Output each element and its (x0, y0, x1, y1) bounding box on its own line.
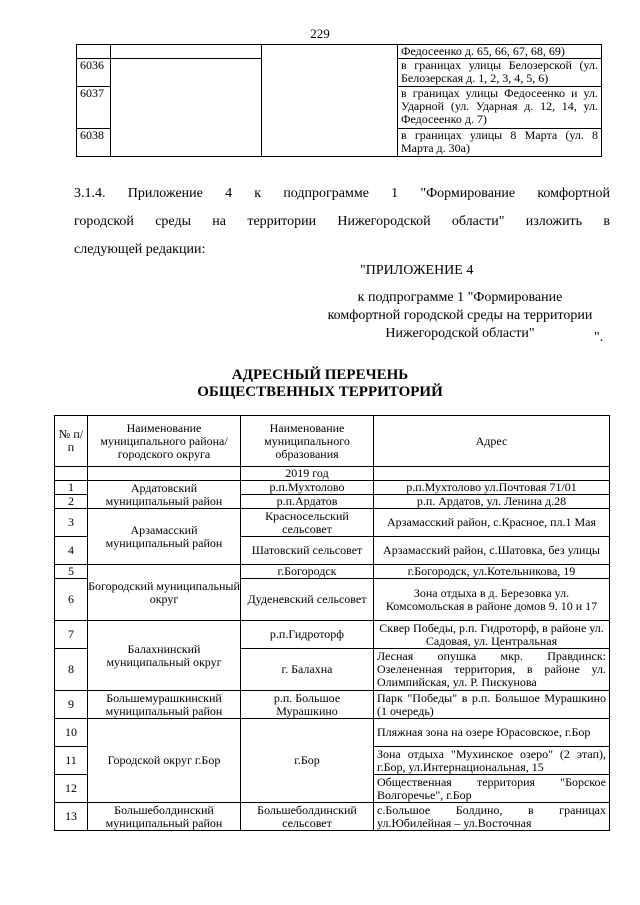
address-cell: Пляжная зона на озере Юрасовское, г.Бор (374, 719, 610, 747)
entity-cell: р.п.Мухтолово (241, 481, 374, 495)
address-cell: Зона отдыха в д. Березовка ул. Комсомольская в районе домов 9. 10 и 17 (374, 579, 610, 621)
row-number: 11 (55, 747, 88, 775)
appendix-title: "ПРИЛОЖЕНИЕ 4 (360, 263, 474, 278)
district-cell: Богородский муниципальный округ (88, 565, 241, 621)
list-heading: ОБЩЕСТВЕННЫХ ТЕРРИТОРИЙ (197, 384, 443, 400)
district-cell: Балахнинский муниципальный округ (88, 621, 241, 691)
table-cell (88, 467, 241, 481)
row-number: 6 (55, 579, 88, 621)
table-cell (262, 45, 398, 157)
address-cell: с.Большое Болдино, в границах ул.Юбилейная – ул.Восточная (374, 803, 610, 831)
table-cell (111, 45, 262, 59)
row-number: 13 (55, 803, 88, 831)
row-number: 10 (55, 719, 88, 747)
entity-cell: г. Балахна (241, 649, 374, 691)
address-cell: Общественная территория "Борское Волгоречье", г.Бор (374, 775, 610, 803)
header-cell: Адрес (374, 416, 610, 467)
entity-cell: Дуденевский сельсовет (241, 579, 374, 621)
entity-cell: р.п. Большое Мурашкино (241, 691, 374, 719)
address-cell: Зона отдыха "Мухинское озеро" (2 этап), г.Бор, ул.Интернациональная, 15 (374, 747, 610, 775)
year-row (55, 467, 610, 481)
row-number: 2 (55, 495, 88, 509)
table-header-row (55, 416, 610, 467)
row-number: 3 (55, 509, 88, 537)
district-cell: Ардатовский муниципальный район (88, 481, 241, 509)
table-cell (111, 59, 262, 157)
table-cell (374, 467, 610, 481)
table-cell: в границах улицы Белозерской (ул. Белозерская д. 1, 2, 3, 4, 5, 6) (398, 59, 602, 87)
district-cell: Большемурашкинский муниципальный район (88, 691, 241, 719)
row-number: 9 (55, 691, 88, 719)
table-cell: в границах улицы Федосеенко и ул. Ударной (ул. Ударная д. 12, 14, ул. Федосеенко д. 7) (398, 87, 602, 129)
address-cell: Сквер Победы, р.п. Гидроторф, в районе ул. Садовая, ул. Центральная (374, 621, 610, 649)
table-row (55, 481, 610, 495)
address-cell: Парк "Победы" в р.п. Большое Мурашкино (1 очередь) (374, 691, 610, 719)
paragraph-line: следующей редакции: (74, 242, 206, 257)
entity-cell: Шатовский сельсовет (241, 537, 374, 565)
paragraph-line: 3.1.4. Приложение 4 к подпрограмме 1 "Формирование комфортной (74, 186, 610, 201)
header-cell: Наименование муниципального района/ городского округа (88, 416, 241, 467)
appendix-subtitle: к подпрограмме 1 "Формирование комфортной городской среды на территории Нижегородской области" (327, 290, 593, 341)
table-cell: Федосеенко д. 65, 66, 67, 68, 69) (398, 45, 602, 59)
table-row (55, 621, 610, 649)
table-cell: 6036 (77, 59, 111, 87)
continued-table (76, 44, 602, 157)
closing-quote: ". (594, 330, 604, 345)
address-cell: Арзамасский район, с.Шатовка, без улицы (374, 537, 610, 565)
address-cell: Арзамасский район, с.Красное, пл.1 Мая (374, 509, 610, 537)
year-cell: 2019 год (241, 467, 374, 481)
row-number: 7 (55, 621, 88, 649)
table-row (55, 803, 610, 831)
address-cell: р.п. Ардатов, ул. Ленина д.28 (374, 495, 610, 509)
table-cell: 6037 (77, 87, 111, 129)
table-cell: 6038 (77, 129, 111, 157)
row-number: 5 (55, 565, 88, 579)
row-number: 1 (55, 481, 88, 495)
page-number: 229 (310, 26, 330, 41)
header-cell: Наименование муниципального образования (241, 416, 374, 467)
table-row (55, 509, 610, 537)
table-row (55, 691, 610, 719)
row-number: 4 (55, 537, 88, 565)
district-cell: Арзамасский муниципальный район (88, 509, 241, 565)
table-cell (77, 45, 111, 59)
table-row (55, 565, 610, 579)
header-cell: № п/п (55, 416, 88, 467)
entity-cell: Большеболдинский сельсовет (241, 803, 374, 831)
entity-cell: г.Бор (241, 719, 374, 803)
entity-cell: р.п.Гидроторф (241, 621, 374, 649)
entity-cell: Красносельский сельсовет (241, 509, 374, 537)
address-cell: г.Богородск, ул.Котельникова, 19 (374, 565, 610, 579)
table-row (77, 45, 602, 59)
address-cell: р.п.Мухтолово ул.Почтовая 71/01 (374, 481, 610, 495)
row-number: 8 (55, 649, 88, 691)
table-cell: в границах улицы 8 Марта (ул. 8 Марта д. 30а) (398, 129, 602, 157)
district-cell: Городской округ г.Бор (88, 719, 241, 803)
row-number: 12 (55, 775, 88, 803)
list-heading: АДРЕСНЫЙ ПЕРЕЧЕНЬ (231, 367, 409, 383)
district-cell: Большеболдинский муниципальный район (88, 803, 241, 831)
table-cell (55, 467, 88, 481)
paragraph-line: городской среды на территории Нижегородской области" изложить в (74, 214, 610, 229)
entity-cell: р.п.Ардатов (241, 495, 374, 509)
table-row (55, 719, 610, 747)
entity-cell: г.Богородск (241, 565, 374, 579)
address-cell: Лесная опушка мкр. Правдинск: Озелененная территория, в районе ул. Олимпийская, ул. Р. Пискунова (374, 649, 610, 691)
address-list-table (54, 415, 610, 831)
